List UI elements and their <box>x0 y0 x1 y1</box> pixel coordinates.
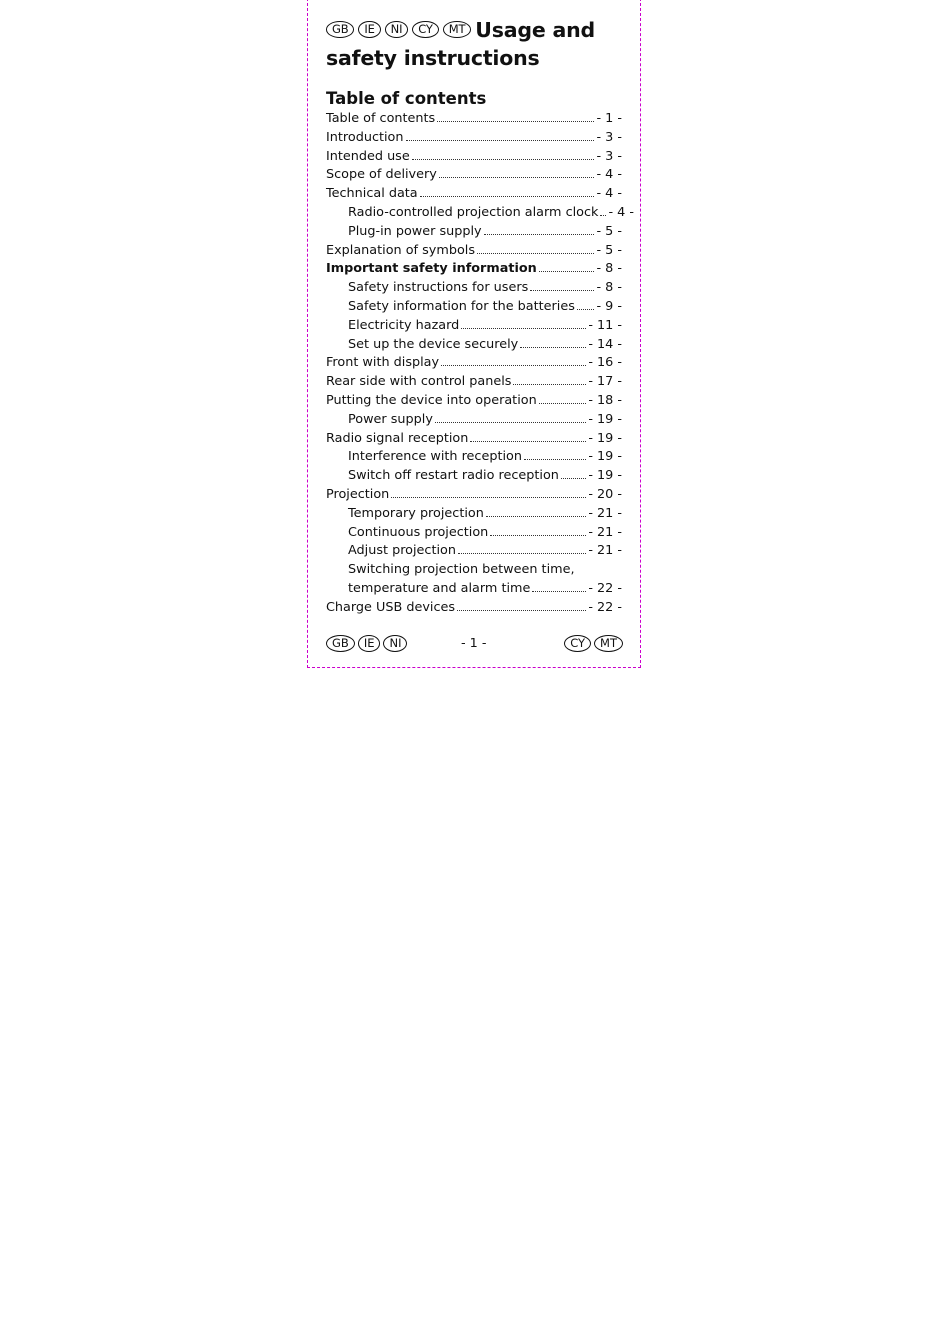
toc-entry[interactable] <box>326 354 622 373</box>
toc-entry-label: Putting the device into operation <box>326 392 537 408</box>
toc-entry-page: - 20 - <box>588 486 622 502</box>
toc-leader-dots <box>461 328 586 329</box>
toc-leader-dots <box>520 347 586 348</box>
toc-leader-dots <box>490 535 586 536</box>
toc-entry-line2 <box>348 580 622 599</box>
toc-entry-page: - 11 - <box>588 317 622 333</box>
toc-leader-dots <box>412 159 595 160</box>
toc-entry-label: Continuous projection <box>348 524 489 540</box>
toc-leader-dots <box>486 516 586 517</box>
toc-entry-label: Intended use <box>326 148 410 164</box>
toc-entry[interactable] <box>326 373 622 392</box>
toc-subentry[interactable] <box>326 279 622 298</box>
toc-entry-label: Interference with reception <box>348 449 522 465</box>
toc-subentry[interactable] <box>326 223 622 242</box>
toc-entry-label: Switch off restart radio reception <box>348 468 559 484</box>
toc-leader-dots <box>435 422 586 423</box>
page-footer <box>326 635 622 655</box>
footer-badges-right <box>564 635 626 652</box>
toc-entry-page: - 22 - <box>588 599 622 615</box>
toc-entry-label: Set up the device securely <box>348 336 519 352</box>
toc-entry-label: Charge USB devices <box>326 599 456 615</box>
toc-leader-dots <box>530 290 594 291</box>
toc-entry[interactable] <box>326 599 622 618</box>
toc-leader-dots <box>458 553 586 554</box>
toc-entry-label-line2: temperature and alarm time <box>348 580 531 596</box>
toc-subentry[interactable] <box>326 298 622 317</box>
toc-subentry[interactable] <box>326 411 622 430</box>
toc-entry-page: - 17 - <box>588 374 622 390</box>
toc-entry-label: Technical data <box>326 186 418 202</box>
toc-entry-page: - 19 - <box>588 449 622 465</box>
toc-entry-label: Temporary projection <box>348 505 484 521</box>
toc-entry-page: - 4 - <box>608 204 634 220</box>
toc-entry-page: - 16 - <box>588 355 622 371</box>
toc-entry-label: Rear side with control panels <box>326 374 512 390</box>
toc-leader-dots <box>561 478 586 479</box>
toc-entry[interactable] <box>326 166 622 185</box>
toc-subentry[interactable] <box>326 505 622 524</box>
toc-entry[interactable] <box>326 486 622 505</box>
toc-entry-label: Power supply <box>348 411 433 427</box>
country-badge-gb: GB <box>326 21 354 38</box>
toc-entry-label: Introduction <box>326 129 404 145</box>
toc-entry-page: - 9 - <box>596 298 622 314</box>
toc-entry-page: - 19 - <box>588 468 622 484</box>
toc-leader-dots <box>441 365 586 366</box>
toc-leader-dots <box>439 177 595 178</box>
toc-entry-label: Radio signal reception <box>326 430 469 446</box>
toc-entry-label: Radio-controlled projection alarm clock <box>348 204 599 220</box>
toc-leader-dots <box>437 121 594 122</box>
toc-leader-dots <box>532 591 586 592</box>
country-badge-ie: IE <box>358 21 380 38</box>
toc-entry-label: Electricity hazard <box>348 317 460 333</box>
toc-entry-page: - 1 - <box>596 111 622 126</box>
toc-subentry[interactable] <box>326 448 622 467</box>
toc-entry[interactable] <box>326 242 622 261</box>
country-badge-ie: IE <box>358 635 381 652</box>
document-page <box>307 0 641 668</box>
toc-entry-page: - 22 - <box>588 580 622 596</box>
toc-entry-page: - 4 - <box>596 167 622 183</box>
toc-subentry[interactable] <box>326 524 622 543</box>
toc-entry-label: Safety instructions for users <box>348 280 529 296</box>
country-badge-ni: NI <box>385 21 409 38</box>
toc-entry[interactable] <box>326 392 622 411</box>
toc-leader-dots <box>600 215 606 216</box>
toc-subentry[interactable] <box>326 542 622 561</box>
toc-entry-label: Table of contents <box>326 111 436 126</box>
toc-leader-dots <box>406 140 595 141</box>
title-text-line2: safety instructions <box>326 46 540 70</box>
toc-entry[interactable] <box>326 260 622 279</box>
toc-entry-page: - 21 - <box>588 505 622 521</box>
toc-entry[interactable] <box>326 110 622 129</box>
toc-entry-page: - 19 - <box>588 411 622 427</box>
toc-entry-page: - 5 - <box>596 223 622 239</box>
toc-entry-page: - 21 - <box>588 543 622 559</box>
page-title <box>326 16 622 72</box>
footer-badges-left <box>326 635 410 652</box>
toc-entry-page: - 4 - <box>596 186 622 202</box>
toc-entry-page: - 8 - <box>596 261 622 277</box>
page-number: - 1 - <box>461 636 487 651</box>
toc-leader-dots <box>391 497 586 498</box>
toc-heading: Table of contents <box>326 89 487 108</box>
toc-leader-dots <box>484 234 595 235</box>
toc-entry-page: - 3 - <box>596 129 622 145</box>
toc-entry-label: Projection <box>326 486 390 502</box>
toc-entry-page: - 8 - <box>596 280 622 296</box>
toc-entry-label: Important safety information <box>326 261 537 277</box>
toc-entry-label: Plug-in power supply <box>348 223 482 239</box>
toc-leader-dots <box>524 459 586 460</box>
toc-entry-label: Adjust projection <box>348 543 456 559</box>
toc-entry[interactable] <box>326 148 622 167</box>
toc-leader-dots <box>420 196 595 197</box>
country-badge-cy: CY <box>564 635 591 652</box>
toc-subentry[interactable] <box>326 204 634 223</box>
toc-entry[interactable] <box>326 129 622 148</box>
toc-entry-page: - 18 - <box>588 392 622 408</box>
toc-entry-label: Safety information for the batteries <box>348 298 575 314</box>
title-text-line1: Usage and <box>475 18 595 42</box>
page-content <box>326 0 634 618</box>
toc-entry-page: - 14 - <box>588 336 622 352</box>
toc-list <box>326 110 634 618</box>
toc-entry[interactable] <box>326 185 622 204</box>
toc-entry-label-line1: Switching projection between time, <box>348 562 575 578</box>
toc-entry-label: Front with display <box>326 355 440 371</box>
toc-subentry[interactable] <box>326 336 622 355</box>
toc-entry-page: - 3 - <box>596 148 622 164</box>
country-badge-mt: MT <box>594 635 623 652</box>
toc-leader-dots <box>539 271 595 272</box>
toc-subentry[interactable] <box>326 561 622 599</box>
toc-entry-page: - 21 - <box>588 524 622 540</box>
country-badge-ni: NI <box>383 635 407 652</box>
toc-leader-dots <box>577 309 595 310</box>
toc-entry-label: Explanation of symbols <box>326 242 475 258</box>
toc-entry-label: Scope of delivery <box>326 167 437 183</box>
toc-leader-dots <box>513 384 586 385</box>
country-badge-cy: CY <box>412 21 438 38</box>
toc-leader-dots <box>457 610 586 611</box>
toc-leader-dots <box>539 403 587 404</box>
toc-subentry[interactable] <box>326 317 622 336</box>
toc-entry-page: - 5 - <box>596 242 622 258</box>
toc-subentry[interactable] <box>326 467 622 486</box>
toc-leader-dots <box>477 253 594 254</box>
toc-entry-page: - 19 - <box>588 430 622 446</box>
toc-entry[interactable] <box>326 430 622 449</box>
toc-leader-dots <box>470 441 586 442</box>
country-badge-gb: GB <box>326 635 355 652</box>
country-badge-mt: MT <box>443 21 472 38</box>
